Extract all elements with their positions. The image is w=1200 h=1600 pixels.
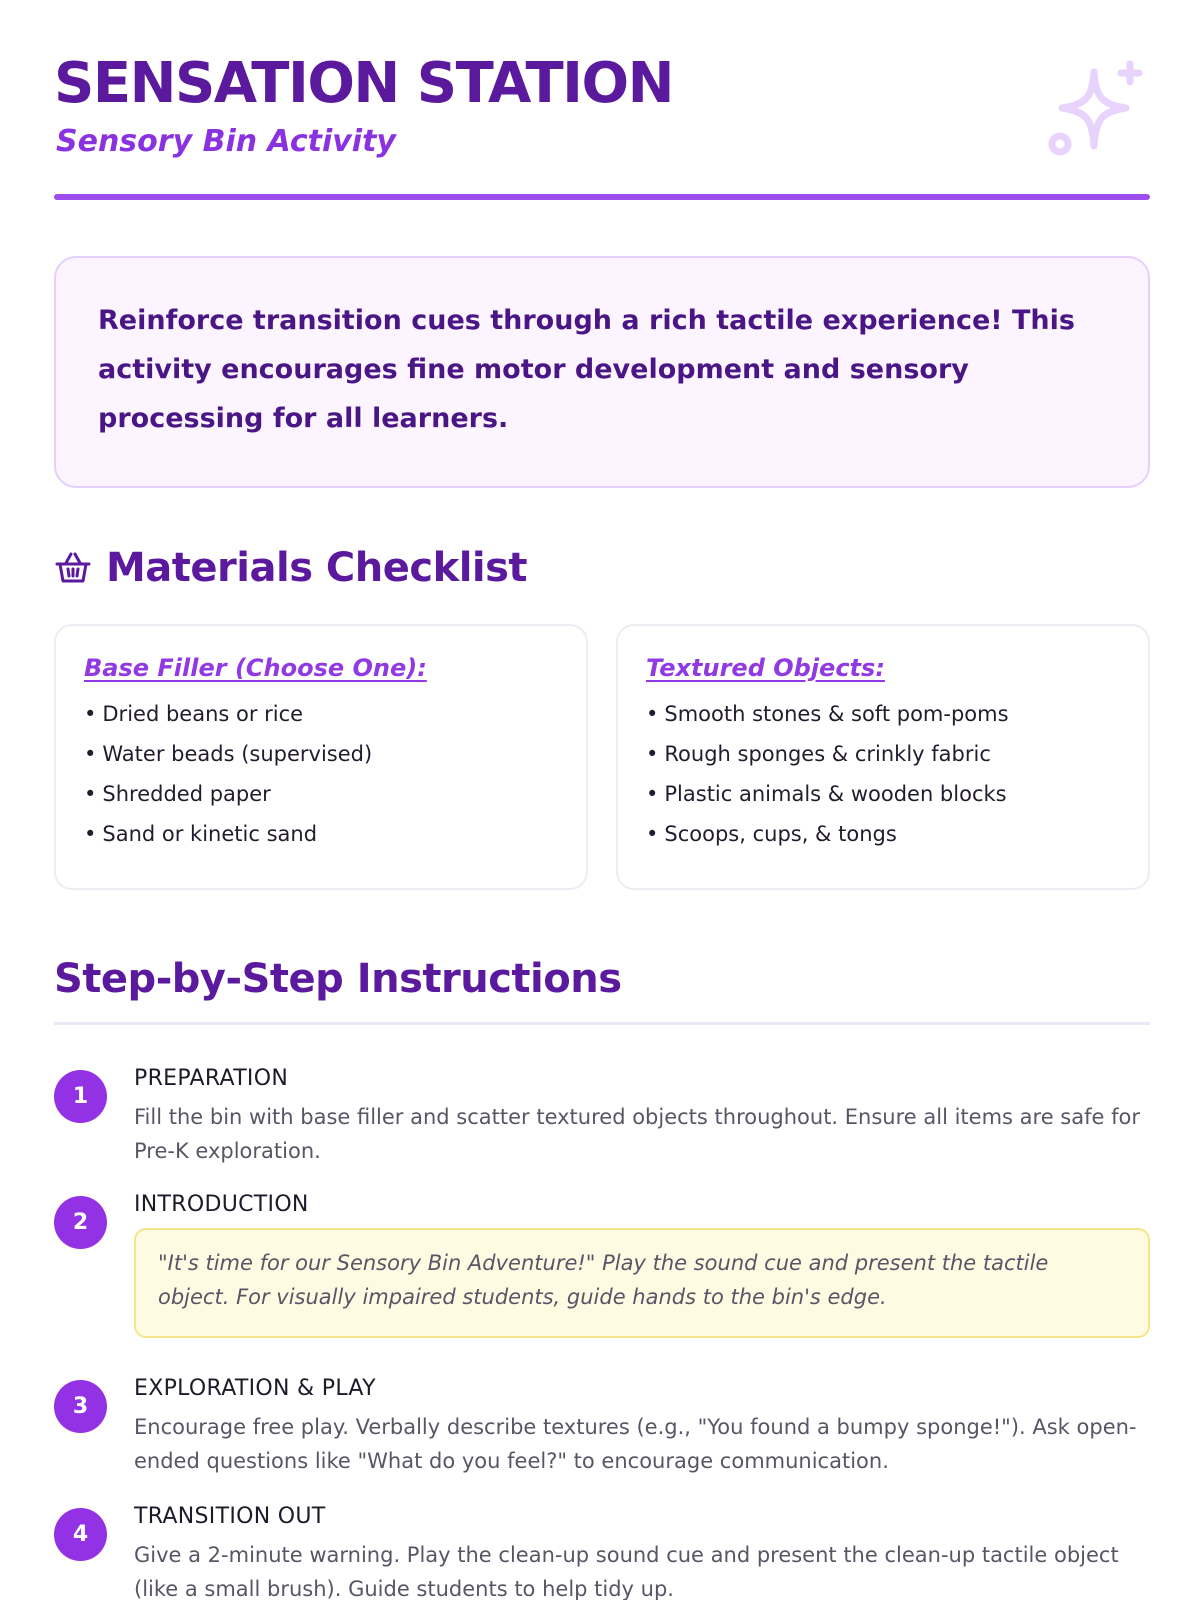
step-body: Encourage free play. Verbally describe textures (e.g., "You found a bumpy sponge!"). Ask open-ended questions like "What do you feel?" to encourage communication. (134, 1415, 1137, 1473)
header-divider (54, 194, 1150, 200)
step-title: EXPLORATION & PLAY (134, 1376, 376, 1401)
step-title: TRANSITION OUT (134, 1504, 326, 1529)
step-title: INTRODUCTION (134, 1192, 309, 1217)
textured-objects-title: Textured Objects: (646, 654, 885, 682)
steps-heading: Step-by-Step Instructions (54, 956, 622, 1002)
step-number-badge: 2 (54, 1196, 107, 1249)
materials-heading-text: Materials Checklist (106, 545, 528, 591)
page-header (54, 52, 1150, 202)
list-item: • Water beads (supervised) (84, 734, 558, 774)
step-number-badge: 4 (54, 1508, 107, 1561)
list-item: • Rough sponges & crinkly fabric (646, 734, 1120, 774)
step-number-badge: 1 (54, 1070, 107, 1123)
textured-objects-list (646, 694, 1120, 854)
materials-heading (54, 544, 527, 592)
list-item: • Smooth stones & soft pom-poms (646, 694, 1120, 734)
textured-objects-card (616, 624, 1150, 890)
base-filler-card (54, 624, 588, 890)
list-item: • Dried beans or rice (84, 694, 558, 734)
step-body: Give a 2-minute warning. Play the clean-up sound cue and present the clean-up tactile object (like a small brush). Guide students to help tidy up. (134, 1543, 1119, 1600)
list-item: • Sand or kinetic sand (84, 814, 558, 854)
list-item: • Plastic animals & wooden blocks (646, 774, 1120, 814)
page-title: SENSATION STATION (54, 51, 673, 116)
base-filler-list (84, 694, 558, 854)
step-title: PREPARATION (134, 1066, 289, 1091)
activity-page (54, 0, 1150, 1600)
steps-divider (54, 1022, 1150, 1025)
base-filler-title: Base Filler (Choose One): (84, 654, 427, 682)
sparkle-icon (1046, 60, 1146, 164)
step-quote-box: "It's time for our Sensory Bin Adventure!" Play the sound cue and present the tactile object. For visually impaired students, guide hands to the bin's edge. (134, 1228, 1150, 1338)
step-number-badge: 3 (54, 1380, 107, 1433)
list-item: • Scoops, cups, & tongs (646, 814, 1120, 854)
step-body: Fill the bin with base filler and scatter textured objects throughout. Ensure all items are safe for Pre-K exploration. (134, 1105, 1140, 1163)
intro-box (54, 256, 1150, 488)
page-subtitle: Sensory Bin Activity (56, 124, 396, 159)
list-item: • Shredded paper (84, 774, 558, 814)
intro-text: Reinforce transition cues through a rich tactile experience! This activity encourages fine motor development and sensory processing for all learners. (98, 305, 1075, 434)
basket-icon (54, 549, 92, 587)
